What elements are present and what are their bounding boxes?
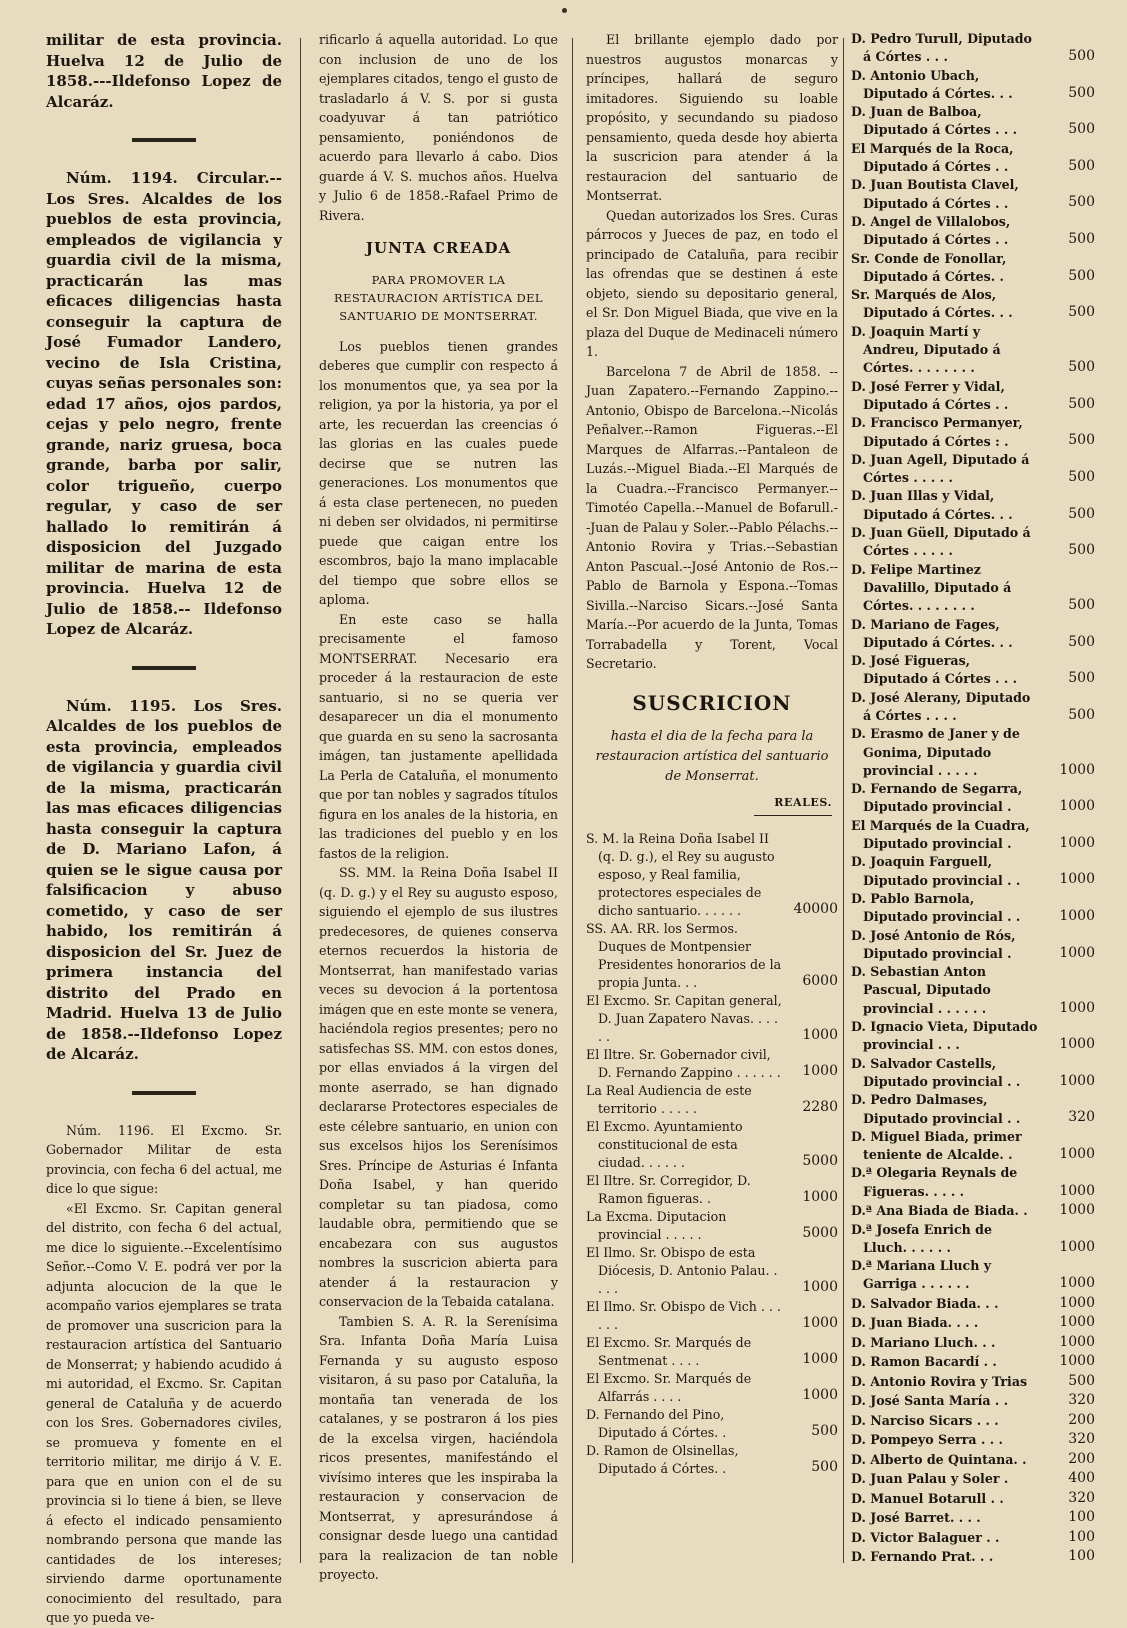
donor-entry: [851, 1411, 1095, 1431]
notice-1194: Núm. 1194. Circular.-- Los Sres. Alcaldes de los pueblos de esta provincia, empleados de vigilancia y guardia civil de la misma, practicarán las mas eficaces diligencias hasta conseguir la captura de José Fumador Landero, vecino de Isla Cristina, cuyas señas personales son: edad 17 años, ojos pardos, cejas y pelo negro, frente grande, nariz gruesa, boca grande, barba por salir, color trigueño, cuerpo regular, y caso de ser hallado lo remitirán á disposicion del Juzgado militar de marina de esta provincia. Huelva 12 de Julio de 1858.-- Ildefonso Lopez de Alcaráz.: [46, 169, 282, 638]
donor-amount: 1000: [1059, 944, 1095, 961]
donor-amount: 500: [1068, 359, 1095, 376]
donor-entry: [851, 103, 1095, 140]
donor-name: D. Joaquin Martí y Andreu, Diputado á Córtes. . . . . . . .: [851, 323, 1001, 376]
donor-name: D. Pedro Dalmases, Diputado provincial . .: [851, 1092, 1021, 1126]
junta-paragraph: Quedan autorizados los Sres. Curas párrocos y Jueces de paz, en todo el principado de Cataluña, para recibir las ofrendas que se destinen á este objeto, siendo su depositario general, el Sr. Don Miguel Biada, que vive en la plaza del Duque de Medinaceli número 1.: [586, 207, 838, 359]
donor-name: El Iltre. Sr. Corregidor, D. Ramon figueras. .: [586, 1172, 751, 1206]
donor-name: D. Joaquin Farguell, Diputado provincial . .: [851, 854, 1021, 888]
column-3: [586, 30, 838, 1595]
donor-entry: [851, 1055, 1095, 1092]
reales-label: REALES.: [774, 796, 832, 809]
donor-entry: [851, 1294, 1095, 1314]
column-rule: [300, 38, 301, 1563]
donor-entry: [851, 1018, 1095, 1055]
donor-entry: [586, 1082, 838, 1118]
donor-amount: 1000: [802, 1027, 838, 1043]
donor-entry: [851, 250, 1095, 287]
donor-entry: [851, 1528, 1095, 1548]
donor-entry: [851, 616, 1095, 653]
donor-name: D. Manuel Botarull . .: [851, 1490, 1004, 1506]
donor-name: D. Narciso Sicars . . .: [851, 1412, 999, 1428]
donor-entry: [851, 176, 1095, 213]
notice-1196-continuation: rificarlo á aquella autoridad. Lo que con inclusion de uno de los ejemplares citados, tengo el gusto de trasladarlo á V. S. por si gusta coadyuvar á tan patriótico pensamiento, poniéndonos de acuerdo para llevarlo á cabo. Dios guarde á V. S. muchos años. Huelva y Julio 6 de 1858.-Rafael Primo de Rivera.: [319, 32, 558, 223]
donor-name: D. Fernando del Pino, Diputado á Córtes. .: [586, 1406, 727, 1440]
donor-name: D. Alberto de Quintana. .: [851, 1451, 1027, 1467]
notice-1196-body: «El Excmo. Sr. Capitan general del distrito, con fecha 6 del actual, me dice lo siguiente.--Excelentísimo Señor.--Como V. E. podrá ver por la adjunta alocucion de la que le acompaño varios ejemplares se trata de promover una suscricion para la restauracion artística del Santuario de Monserrat; y habiendo acudido á mi autoridad, el Excmo. Sr. Capitan general de Cataluña y de acuerdo con los Sres. Gobernadores civiles, se promueva y fomente en el territorio militar, me dirijo á V. E. para que en union con el de su provincia si lo tiene á bien, se lleve á efecto el indicado pensamiento nombrando persona que mande las cantidades de los intereses; sirviendo darme oportunamente conocimiento del resultado, para que yo pueda ve-: [46, 1200, 282, 1625]
donor-amount: 500: [1068, 267, 1095, 284]
donor-amount: 1000: [1059, 999, 1095, 1016]
donor-name: D. José Alerany, Diputado á Córtes . . . .: [851, 689, 1031, 723]
donor-name: D. José Ferrer y Vidal, Diputado á Córtes . .: [851, 378, 1009, 412]
donor-name: D. Juan Agell, Diputado á Córtes . . . . .: [851, 451, 1030, 486]
donor-amount: 100: [1068, 1548, 1095, 1565]
donor-amount: 100: [1068, 1528, 1095, 1545]
donor-amount: 1000: [802, 1063, 838, 1079]
donor-amount: 500: [1068, 1372, 1095, 1389]
donor-name: D.ª Josefa Enrich de Lluch. . . . . .: [851, 1221, 992, 1255]
donor-amount: 6000: [802, 973, 838, 989]
column-2: [319, 30, 558, 1595]
donor-amount: 1000: [802, 1189, 838, 1205]
donor-entry: [851, 140, 1095, 177]
junta-signatures: Barcelona 7 de Abril de 1858. --Juan Zapatero.--Fernando Zappino.--Antonio, Obispo de Barcelona.--Nicolás Peñalver.--Ramon Figueras.--El Marques de Alfarras.--Pantaleon de Luzás.--Miguel Biada.--El Marqués de la Cuadra.--Francisco Permanyer.--Timotéo Capella.--Manuel de Bofarull.--Juan de Palau y Soler.--Pablo Pélachs.--Antonio Rovira y Trias.--Sebastian Anton Pascual.--José Antonio de Ros.--Pablo de Barnola y Espona.--Tomas Sivilla.--Narciso Sicars.--José Santa María.--Por acuerdo de la Junta, Tomas Torrabadella y Torent, Vocal Secretario.: [586, 363, 838, 671]
donor-entry: [586, 1208, 838, 1244]
donor-entry: [851, 323, 1095, 378]
donor-name: SS. AA. RR. los Sermos. Duques de Montpensier Presidentes honorarios de la propia Junta. . .: [586, 920, 782, 990]
donor-entry: [851, 1091, 1095, 1128]
donor-name: D. José Barret. . . .: [851, 1510, 981, 1526]
donor-entry: [851, 1489, 1095, 1509]
donor-entry: [851, 1450, 1095, 1470]
donor-entry: [851, 1372, 1095, 1392]
donor-amount: 500: [1068, 194, 1095, 211]
donor-name: El Marqués de la Cuadra, Diputado provincial .: [851, 817, 1030, 852]
donor-name: D. Pablo Barnola, Diputado provincial . .: [851, 890, 1021, 925]
junta-paragraph: Tambien S. A. R. la Serenísima Sra. Infanta Doña María Luisa Fernanda y su augusto esposo visitaron, á su paso por Cataluña, la montaña tan venerada de los catalanes, y se postraron á los pies de la excelsa virgen, haciéndola ricos presentes, manifestándo el vivísimo interes que les inspiraba la restauracion y conservacion de Montserrat, y apresurándose á consignar desde luego una cantidad para la realizacion de tan noble proyecto.: [319, 1313, 558, 1582]
donor-amount: 1000: [1059, 761, 1095, 778]
donor-name: El Excmo. Sr. Capitan general, D. Juan Zapatero Navas. . . . . .: [586, 992, 782, 1044]
donor-amount: 40000: [793, 901, 838, 917]
junta-paragraph: En este caso se halla precisamente el famoso MONTSERRAT. Necesario era proceder á la restauracion de este santuario, si no se queria ver desaparecer un dia el monumento que guarda en su seno la sacrosanta imágen, tan justamente apellidada La Perla de Cataluña, el monumento que por tan nobles y sagrados títulos figura en los anales de la historia, en las tradiciones del pueblo y en los fastos de la religion.: [319, 611, 558, 861]
donor-amount: 320: [1068, 1489, 1095, 1506]
donor-amount: 1000: [1059, 1202, 1095, 1218]
donor-amount: 320: [1068, 1392, 1095, 1409]
donor-entry: [851, 689, 1095, 726]
donor-amount: 1000: [1059, 1275, 1095, 1292]
donor-name: D. Pompeyo Serra . . .: [851, 1432, 1003, 1448]
donor-amount: 1000: [802, 1387, 838, 1403]
donor-amount: 1000: [1059, 834, 1095, 851]
donor-name: D. Sebastian Anton Pascual, Diputado provincial . . . . . .: [851, 964, 991, 1016]
donor-amount: 500: [1068, 633, 1095, 650]
donor-entry: [851, 30, 1095, 67]
donor-name: El Ilmo. Sr. Obispo de Vich . . . . . .: [586, 1298, 781, 1332]
donor-amount: 1000: [1059, 1072, 1095, 1089]
donor-entry: [851, 378, 1095, 415]
donor-amount: 500: [1068, 157, 1095, 174]
suscricion-title: SUSCRICION: [632, 690, 792, 715]
donor-entry: [586, 1046, 838, 1082]
donor-entry: [586, 1298, 838, 1334]
donor-amount: 320: [1068, 1431, 1095, 1448]
donor-entry: [586, 830, 838, 920]
donor-entry: [851, 1430, 1095, 1450]
donor-name: D.ª Olegaria Reynals de Figueras. . . . .: [851, 1165, 1018, 1199]
donor-amount: 1000: [802, 1279, 838, 1295]
donor-entry: [851, 853, 1095, 890]
donor-entry: [851, 963, 1095, 1018]
donor-amount: 500: [1068, 505, 1095, 522]
donor-name: Sr. Conde de Fonollar, Diputado á Córtes. .: [851, 250, 1007, 284]
donor-name: La Real Audiencia de este territorio . . . . .: [586, 1082, 752, 1116]
column-4: [851, 30, 1095, 1595]
donor-amount: 500: [1068, 706, 1095, 723]
donor-name: D. Juan Palau y Soler .: [851, 1471, 1009, 1487]
donor-entry: [851, 1469, 1095, 1489]
donor-entry: [851, 1391, 1095, 1411]
donor-entry: [586, 1244, 838, 1298]
donor-list: [851, 30, 1095, 1567]
donor-entry: [586, 1406, 838, 1442]
donor-amount: 1000: [1059, 1145, 1095, 1162]
donor-entry: [851, 487, 1095, 524]
donor-amount: 1000: [802, 1351, 838, 1367]
donor-entry: [586, 1172, 838, 1208]
notice-ending: militar de esta provincia. Huelva 12 de Julio de 1858.---Ildefonso Lopez de Alcaráz.: [46, 31, 282, 111]
donor-entry: [851, 414, 1095, 451]
junta-title: JUNTA CREADA: [365, 239, 512, 257]
donor-name: D. Fernando de Segarra, Diputado provincial .: [851, 781, 1023, 815]
donor-amount: 5000: [802, 1225, 838, 1241]
donor-entry: [851, 1333, 1095, 1353]
separator: [132, 666, 196, 670]
donor-entry: [851, 213, 1095, 250]
donor-entry: [586, 920, 838, 992]
donor-entry: [586, 1370, 838, 1406]
donor-name: D. Salvador Biada. . .: [851, 1295, 999, 1311]
donor-amount: 500: [1068, 468, 1095, 485]
donor-amount: 500: [1068, 597, 1095, 613]
donor-entry: [851, 1352, 1095, 1372]
donor-name: D. Juan Biada. . . .: [851, 1315, 979, 1331]
column-rule: [843, 38, 844, 1563]
donor-amount: 320: [1068, 1109, 1095, 1126]
column-1: [46, 30, 282, 1625]
donor-name: D. Ramon Bacardí . .: [851, 1354, 997, 1370]
donor-amount: 1000: [802, 1315, 838, 1331]
donor-name: El Marqués de la Roca, Diputado á Córtes . .: [851, 140, 1014, 175]
donor-name: El Ilmo. Sr. Obispo de esta Diócesis, D. Antonio Palau. . . . .: [586, 1244, 778, 1296]
donor-name: D. Felipe Martinez Davalillo, Diputado á Córtes. . . . . . . .: [851, 561, 1012, 614]
donor-name: S. M. la Reina Doña Isabel II (q. D. g.), el Rey su augusto esposo, y Real familia, protectores especiales de dicho santuario. . . . . .: [586, 830, 775, 918]
donor-name: D. Ignacio Vieta, Diputado provincial . . .: [851, 1019, 1038, 1053]
donor-name: D. Juan Boutista Clavel, Diputado á Córtes . .: [851, 177, 1019, 211]
notice-1195: Núm. 1195. Los Sres. Alcaldes de los pueblos de esta provincia, empleados de vigilancia y guardia civil de la misma, practicarán las mas eficaces diligencias hasta conseguir la captura de D. Mariano Lafon, á quien se le sigue causa por falsificacion y abuso cometido, y caso de ser habido, los remitirán á disposicion del Sr. Juez de primera instancia del distrito del Prado en Madrid. Huelva 13 de Julio de 1858.--Ildefonso Lopez de Alcaráz.: [46, 696, 282, 1063]
donor-entry: [586, 1334, 838, 1370]
donor-entry: [851, 286, 1095, 323]
donor-name: D. José Santa María . .: [851, 1393, 1009, 1409]
donor-list: [586, 830, 838, 1478]
donor-amount: 500: [1068, 395, 1095, 412]
donor-amount: 500: [1068, 542, 1095, 559]
donor-amount: 2280: [802, 1099, 838, 1115]
donor-entry: [851, 652, 1095, 689]
separator: [132, 138, 196, 142]
junta-paragraph: El brillante ejemplo dado por nuestros augustos monarcas y príncipes, hallará de seguro imitadores. Siguiendo su loable propósito, y secundando su piadoso pensamiento, queda desde hoy abierta la suscricion para atender á la restauracion del santuario de Montserrat.: [586, 32, 838, 203]
donor-name: D. José Antonio de Rós, Diputado provincial .: [851, 927, 1016, 961]
donor-name: D. Miguel Biada, primer teniente de Alcalde. .: [851, 1128, 1022, 1163]
donor-name: D. Mariano de Fages, Diputado á Córtes. . .: [851, 616, 1013, 650]
donor-name: D. José Figueras, Diputado á Córtes . . .: [851, 653, 1018, 687]
donor-entry: [851, 1164, 1095, 1201]
donor-name: D. Mariano Lluch. . .: [851, 1334, 996, 1350]
donor-name: D. Pedro Turull, Diputado á Córtes . . .: [851, 31, 1032, 65]
donor-entry: [851, 927, 1095, 964]
donor-name: D.ª Mariana Lluch y Garriga . . . . . .: [851, 1258, 992, 1292]
donor-name: D. Erasmo de Janer y de Gonima, Diputado provincial . . . . .: [851, 726, 1020, 778]
donor-entry: [851, 1128, 1095, 1165]
donor-amount: 1000: [1059, 1333, 1095, 1350]
donor-entry: [851, 1221, 1095, 1258]
donor-amount: 1000: [1059, 871, 1095, 888]
donor-entry: [851, 67, 1095, 104]
donor-name: D. Juan Illas y Vidal, Diputado á Córtes. . .: [851, 488, 1013, 522]
suscricion-subtitle: hasta el dia de la fecha para la restauracion artística del santuario de Monserrat.: [595, 729, 829, 784]
donor-amount: 1000: [1059, 1314, 1095, 1331]
donor-name: D.ª Ana Biada de Biada. .: [851, 1203, 1028, 1219]
donor-entry: [851, 1508, 1095, 1528]
donor-amount: 500: [811, 1459, 838, 1475]
separator: [132, 1091, 196, 1095]
donor-entry: [851, 561, 1095, 616]
donor-amount: 200: [1068, 1411, 1095, 1428]
donor-name: D. Antonio Ubach, Diputado á Córtes. . .: [851, 67, 1013, 101]
donor-amount: 1000: [1059, 1353, 1095, 1370]
donor-name: D. Antonio Rovira y Trias: [851, 1373, 1028, 1389]
donor-amount: 500: [1068, 432, 1095, 449]
donor-amount: 500: [811, 1423, 838, 1439]
notice-1196-intro: Núm. 1196. El Excmo. Sr. Gobernador Militar de esta provincia, con fecha 6 del actual, me dice lo que sigue:: [46, 1122, 282, 1196]
donor-entry: [851, 817, 1095, 854]
donor-name: D. Victor Balaguer . .: [851, 1529, 1000, 1545]
donor-name: D. Angel de Villalobos, Diputado á Córtes . .: [851, 213, 1011, 248]
donor-name: D. Juan de Balboa, Diputado á Córtes . . .: [851, 104, 1018, 138]
donor-entry: [851, 1257, 1095, 1294]
donor-amount: 400: [1068, 1470, 1095, 1487]
donor-entry: [851, 451, 1095, 488]
donor-entry: [851, 780, 1095, 817]
donor-amount: 500: [1068, 48, 1095, 65]
donor-entry: [586, 1118, 838, 1172]
donor-name: Sr. Marqués de Alos, Diputado á Córtes. . .: [851, 287, 1013, 321]
column-rule: [572, 38, 573, 1563]
donor-name: La Excma. Diputacion provincial . . . . .: [586, 1208, 727, 1242]
donor-amount: 500: [1068, 84, 1095, 101]
donor-name: El Excmo. Ayuntamiento constitucional de esta ciudad. . . . . .: [586, 1118, 743, 1170]
reales-rule: [754, 815, 832, 816]
donor-name: D. Ramon de Olsinellas, Diputado á Córtes. .: [586, 1442, 739, 1476]
donor-name: D. Fernando Prat. . .: [851, 1549, 994, 1565]
donor-amount: 1000: [1059, 798, 1095, 815]
donor-entry: [851, 1313, 1095, 1333]
donor-entry: [586, 992, 838, 1046]
donor-name: El Iltre. Sr. Gobernador civil, D. Fernando Zappino . . . . . .: [586, 1046, 781, 1080]
donor-entry: [851, 1201, 1095, 1221]
donor-amount: 500: [1068, 121, 1095, 138]
donor-entry: [851, 725, 1095, 780]
donor-entry: [851, 524, 1095, 561]
page-mark: [562, 8, 567, 13]
junta-subtitle: PARA PROMOVER LA RESTAURACION ARTÍSTICA DEL SANTUARIO DE MONTSERRAT.: [334, 272, 543, 323]
donor-amount: 500: [1068, 670, 1095, 687]
donor-name: El Excmo. Sr. Marqués de Alfarrás . . . .: [586, 1370, 752, 1404]
donor-amount: 5000: [802, 1153, 838, 1169]
donor-amount: 500: [1068, 231, 1095, 248]
donor-name: D. Francisco Permanyer, Diputado á Córtes : .: [851, 415, 1023, 449]
junta-paragraph: SS. MM. la Reina Doña Isabel II (q. D. g.) y el Rey su augusto esposo, siguiendo el ejemplo de sus ilustres predecesores, de quienes conserva eternos recuerdos la historia de Montserrat, han manifestado varias veces su devocion á la portentosa imágen que en este monte se venera, haciéndola regios presentes; pero no satisfechas SS. MM. con estos dones, por ellas enviados á la virgen del monte aserrado, se han dignado declararse Protectores especiales de este célebre santuario, en union con sus excelsos hijos los Serenísimos Sres. Príncipe de Asturias é Infanta Doña Isabel, y han querido completar su tan piadosa, como laudable obra, permitiendo que se encabezara con sus augustos nombres la suscricion abierta para atender á la restauracion y conservacion de la Tebaida catalana.: [319, 865, 558, 1309]
donor-name: D. Salvador Castells, Diputado provincial . .: [851, 1055, 1021, 1089]
donor-amount: 100: [1068, 1509, 1095, 1526]
donor-amount: 500: [1068, 304, 1095, 321]
donor-name: D. Juan Güell, Diputado á Córtes . . . . .: [851, 525, 1031, 559]
donor-amount: 1000: [1059, 1036, 1095, 1053]
donor-amount: 1000: [1059, 1294, 1095, 1311]
donor-amount: 1000: [1059, 908, 1095, 925]
donor-name: El Excmo. Sr. Marqués de Sentmenat . . . .: [586, 1334, 752, 1368]
donor-amount: 1000: [1059, 1182, 1095, 1199]
donor-amount: 200: [1068, 1450, 1095, 1467]
donor-entry: [586, 1442, 838, 1478]
donor-entry: [851, 1547, 1095, 1567]
donor-amount: 1000: [1059, 1238, 1095, 1255]
donor-entry: [851, 890, 1095, 927]
junta-paragraph: Los pueblos tienen grandes deberes que cumplir con respecto á los monumentos que, ya sea por la religion, ya por la historia, ya por el arte, les recuerdan las creencias ó las glorias en las cuales puede decirse que se nutren las generaciones. Los monumentos que á esta clase pertenecen, no pueden ni deben ser olvidados, ni permitirse puede que caigan entre los escombros, bajo la mano implacable del tiempo que sobre ellos se aploma.: [319, 338, 558, 607]
